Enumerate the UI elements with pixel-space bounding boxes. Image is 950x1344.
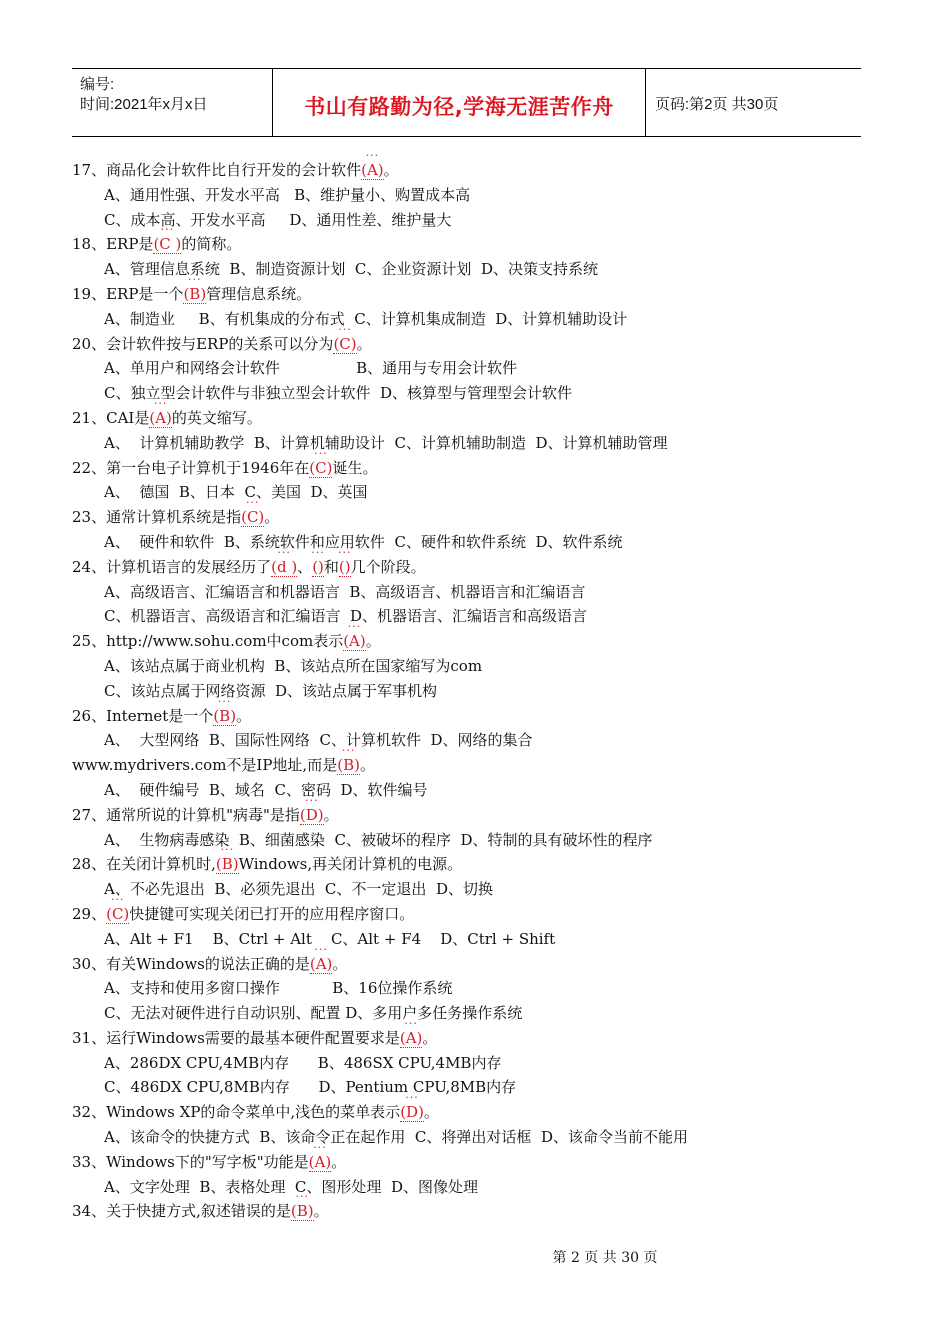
- line-text: 。: [365, 632, 381, 651]
- document-time-label: 时间:2021年x月x日: [80, 96, 208, 113]
- line-text: C、无法对硬件进行自动识别、配置 D、多用户多任务操作系统: [104, 1004, 523, 1023]
- answer-mark: ··· (B): [337, 756, 360, 775]
- line-text: A、 计算机辅助教学 B、计算机辅助设计 C、计算机辅助制造 D、计算机辅助管理: [104, 433, 668, 452]
- line-text: 26、Internet是一个: [72, 706, 214, 725]
- line-text: 29、: [72, 904, 107, 923]
- document-number-label: 编号:: [80, 76, 115, 93]
- option-line: [72, 679, 872, 704]
- question-list: [72, 158, 872, 1224]
- line-text: 34、关于快捷方式,叙述错误的是: [72, 1202, 291, 1221]
- page-header: [72, 68, 861, 137]
- line-text: 。: [423, 1103, 439, 1122]
- answer-mark: ··· (C): [309, 459, 332, 478]
- answer-mark: ··· (A): [310, 955, 333, 974]
- question-line: [72, 406, 872, 431]
- line-text: C、该站点属于网络资源 D、该站点属于军事机构: [104, 681, 438, 700]
- header-right-cell: [645, 69, 861, 136]
- option-line: [72, 356, 872, 381]
- option-line: [72, 1175, 872, 1200]
- option-line: [72, 431, 872, 456]
- option-line: [72, 183, 872, 208]
- question-line: [72, 505, 872, 530]
- line-text: A、管理信息系统 B、制造资源计划 C、企业资源计划 D、决策支持系统: [104, 260, 598, 279]
- line-text: 。: [331, 1152, 347, 1171]
- question-line: [72, 158, 872, 183]
- line-text: 。: [264, 508, 280, 527]
- line-text: A、 硬件和软件 B、系统软件和应用软件 C、硬件和软件系统 D、软件系统: [104, 532, 623, 551]
- line-text: 25、http://www.sohu.com中com表示: [72, 632, 344, 651]
- line-text: 18、ERP是: [72, 235, 154, 254]
- header-left-cell: [72, 69, 272, 136]
- header-motto-cell: [272, 69, 646, 136]
- option-line: [72, 728, 872, 753]
- question-line: [72, 282, 872, 307]
- line-text: 几个阶段。: [350, 557, 426, 576]
- option-line: [72, 580, 872, 605]
- line-text: A、该站点属于商业机构 B、该站点所在国家缩写为com: [104, 656, 483, 675]
- line-text: 。: [356, 334, 372, 353]
- option-line: [72, 307, 872, 332]
- line-text: 和: [323, 557, 339, 576]
- answer-mark: ··· (d ): [271, 558, 297, 577]
- line-text: A、 德国 B、日本 C、美国 D、英国: [104, 483, 368, 502]
- line-text: A、通用性强、开发水平高 B、维护量小、购置成本高: [104, 185, 471, 204]
- answer-mark: ··· (): [339, 558, 351, 577]
- line-text: A、 生物病毒感染 B、细菌感染 C、被破坏的程序 D、特制的具有破坏性的程序: [104, 830, 653, 849]
- line-text: C、独立型会计软件与非独立型会计软件 D、核算型与管理型会计软件: [104, 384, 573, 403]
- line-text: A、支持和使用多窗口操作 B、16位操作系统: [104, 979, 453, 998]
- line-text: 。: [422, 1028, 438, 1047]
- line-text: C、486DX CPU,8MB内存 D、Pentium CPU,8MB内存: [104, 1078, 517, 1097]
- option-line: [72, 976, 872, 1001]
- question-line: [72, 456, 872, 481]
- answer-mark: ··· (B): [291, 1202, 314, 1221]
- line-text: 33、Windows下的"写字板"功能是: [72, 1152, 309, 1171]
- option-line: [72, 654, 872, 679]
- answer-mark: ··· (C): [106, 905, 129, 924]
- question-line: [72, 1100, 872, 1125]
- question-line: [72, 232, 872, 257]
- line-text: C、机器语言、高级语言和汇编语言 D、机器语言、汇编语言和高级语言: [104, 607, 588, 626]
- answer-mark: ··· (A): [400, 1029, 423, 1048]
- answer-mark: ··· (D): [400, 1103, 424, 1122]
- line-text: 31、运行Windows需要的最基本硬件配置要求是: [72, 1028, 400, 1047]
- answer-mark: ··· (C): [333, 335, 356, 354]
- question-line: [72, 952, 872, 977]
- answer-mark: ··· (C): [241, 508, 264, 527]
- question-line: [72, 902, 872, 927]
- line-text: A、Alt + F1 B、Ctrl + Alt C、Alt + F4 D、Ctrl + Shift: [104, 929, 556, 948]
- line-text: 30、有关Windows的说法正确的是: [72, 954, 310, 973]
- line-text: 17、商品化会计软件比自行开发的会计软件: [72, 161, 362, 179]
- line-text: 诞生。: [332, 458, 378, 477]
- question-line: [72, 753, 872, 778]
- option-line: [72, 1051, 872, 1076]
- line-text: 23、通常计算机系统是指: [72, 508, 242, 527]
- option-line: [72, 480, 872, 505]
- option-line: [72, 604, 872, 629]
- option-line: [72, 1075, 872, 1100]
- question-line: [72, 555, 872, 580]
- answer-mark: ··· (B): [216, 855, 239, 874]
- line-text: Windows,再关闭计算机的电源。: [238, 855, 463, 874]
- line-text: A、文字处理 B、表格处理 C、图形处理 D、图像处理: [104, 1177, 478, 1196]
- line-text: 19、ERP是一个: [72, 284, 184, 303]
- line-text: 24、计算机语言的发展经历了: [72, 557, 272, 576]
- line-text: www.mydrivers.com不是IP地址,而是: [72, 756, 338, 775]
- answer-mark: ··· (A): [309, 1153, 332, 1172]
- line-text: 管理信息系统。: [206, 284, 312, 303]
- line-text: C、成本高、开发水平高 D、通用性差、维护量大: [104, 210, 452, 229]
- line-text: A、286DX CPU,4MB内存 B、486SX CPU,4MB内存: [104, 1053, 502, 1072]
- line-text: 。: [313, 1202, 329, 1221]
- page-number-label: 页码:第2页 共30页: [655, 96, 779, 113]
- line-text: A、该命令的快捷方式 B、该命令正在起作用 C、将弹出对话框 D、该命令当前不能用: [104, 1128, 688, 1147]
- answer-mark: ··· (B): [213, 707, 236, 726]
- answer-mark: ··· (A): [361, 161, 384, 180]
- question-line: [72, 1199, 872, 1224]
- line-text: A、不必先退出 B、必须先退出 C、不一定退出 D、切换: [104, 880, 493, 899]
- option-line: [72, 927, 872, 952]
- line-text: A、制造业 B、有机集成的分布式 C、计算机集成制造 D、计算机辅助设计: [104, 309, 628, 328]
- option-line: [72, 1001, 872, 1026]
- option-line: [72, 381, 872, 406]
- question-line: [72, 1026, 872, 1051]
- line-text: 。: [236, 706, 252, 725]
- line-text: 27、通常所说的计算机"病毒"是指: [72, 805, 300, 824]
- option-line: [72, 1125, 872, 1150]
- question-line: [72, 629, 872, 654]
- line-text: 。: [332, 954, 348, 973]
- line-text: A、 大型网络 B、国际性网络 C、计算机软件 D、网络的集合: [104, 731, 533, 750]
- line-text: 快捷键可实现关闭已打开的应用程序窗口。: [129, 904, 415, 923]
- option-line: [72, 208, 872, 233]
- line-text: 的英文缩写。: [171, 408, 262, 427]
- option-line: [72, 530, 872, 555]
- question-line: [72, 704, 872, 729]
- line-text: A、高级语言、汇编语言和机器语言 B、高级语言、机器语言和汇编语言: [104, 582, 586, 601]
- question-line: [72, 1150, 872, 1175]
- page-footer: 第 2 页 共 30 页: [552, 1250, 658, 1266]
- line-text: 32、Windows XP的命令菜单中,浅色的菜单表示: [72, 1103, 401, 1122]
- line-text: 。: [323, 805, 339, 824]
- line-text: 、: [297, 557, 313, 576]
- question-line: [72, 332, 872, 357]
- answer-mark: ··· (A): [149, 409, 172, 428]
- line-text: 20、会计软件按与ERP的关系可以分为: [72, 334, 334, 353]
- line-text: 。: [359, 756, 375, 775]
- line-text: 。: [383, 161, 399, 179]
- line-text: A、 硬件编号 B、域名 C、密码 D、软件编号: [104, 780, 428, 799]
- answer-mark: ··· (A): [343, 632, 366, 651]
- line-text: 28、在关闭计算机时,: [72, 855, 216, 874]
- answer-mark: ··· (D): [300, 806, 324, 825]
- option-line: [72, 828, 872, 853]
- line-text: 的简称。: [181, 235, 242, 254]
- answer-mark: ··· (B): [183, 285, 206, 304]
- line-text: 21、CAI是: [72, 408, 150, 427]
- answer-mark: ··· (C ): [153, 235, 181, 254]
- motto-text: 书山有路勤为径,学海无涯苦作舟: [304, 95, 614, 119]
- line-text: 22、第一台电子计算机于1946年在: [72, 458, 310, 477]
- answer-mark: ··· (): [312, 558, 324, 577]
- line-text: A、单用户和网络会计软件 B、通用与专用会计软件: [104, 359, 518, 378]
- question-line: [72, 852, 872, 877]
- option-line: [72, 877, 872, 902]
- question-line: [72, 803, 872, 828]
- option-line: [72, 778, 872, 803]
